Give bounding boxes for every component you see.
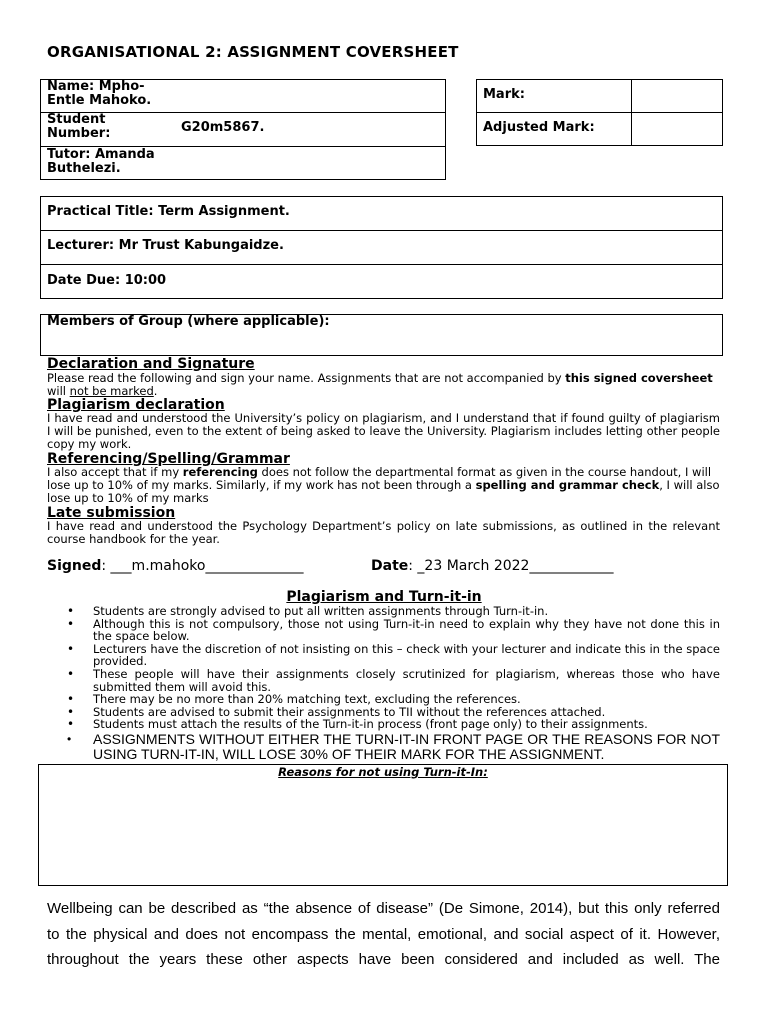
declaration-text xyxy=(47,372,723,398)
turnitin-bullet-list xyxy=(40,605,720,763)
referencing-bold: spelling and grammar check xyxy=(475,478,660,492)
table-divider xyxy=(40,230,723,231)
referencing-text-part: I also accept that if my xyxy=(47,465,183,479)
date-value[interactable]: : _23 March 2022____________ xyxy=(408,558,614,574)
tutor-name: Tutor: Amanda Buthelezi. xyxy=(47,147,155,176)
late-submission-text: I have read and understood the Psychology Department’s policy on late submissions, as outlined in the relevant course handbook for the year. xyxy=(47,519,720,546)
student-number-value: G20m5867. xyxy=(181,120,265,135)
referencing-bold: referencing xyxy=(182,465,258,479)
list-item: • These people will have their assignments closely scrutinized for plagiarism, whereas those who have submitted them will avoid this. xyxy=(40,668,720,693)
essay-line: throughout the years these other aspects have been considered and included as well. The xyxy=(47,951,720,968)
practical-title: Practical Title: Term Assignment. xyxy=(47,204,290,219)
late-submission-heading: Late submission xyxy=(47,505,176,521)
turnitin-heading: Plagiarism and Turn-it-in xyxy=(286,589,482,605)
declaration-text-part: will xyxy=(47,384,70,398)
referencing-heading: Referencing/Spelling/Grammar xyxy=(47,451,290,467)
essay-line: Wellbeing can be described as “the absence of disease” (De Simone, 2014), but this only referred xyxy=(47,900,720,917)
adjusted-mark-field[interactable] xyxy=(632,113,722,145)
reasons-box[interactable] xyxy=(38,764,728,886)
declaration-bold: this signed coversheet xyxy=(565,371,713,385)
declaration-text-part: . xyxy=(153,384,158,398)
mark-label: Mark: xyxy=(483,87,525,102)
referencing-text xyxy=(47,466,723,505)
plagiarism-declaration-text: I have read and understood the University’s policy on plagiarism, and I understand that if found guilty of plagiarism I will be punished, even to the extent of being asked to leave the University. Plagiarism includes letting other people copy my work. xyxy=(47,411,720,451)
list-item: • Lecturers have the discretion of not insisting on this – check with your lecturer and indicate this in the space provided. xyxy=(40,643,720,668)
essay-line: to the physical and does not encompass the mental, emotional, and social aspect of it. However, xyxy=(47,925,720,943)
list-item: • There may be no more than 20% matching text, excluding the references. xyxy=(40,693,720,706)
declaration-text-part: Please read the following and sign your name. Assignments that are not accompanied by xyxy=(47,371,566,385)
list-item: • Students are strongly advised to put all written assignments through Turn-it-in. xyxy=(40,605,720,618)
date-due: Date Due: 10:00 xyxy=(47,273,167,288)
reasons-label: Reasons for not using Turn-it-In: xyxy=(278,765,488,779)
list-item: • Although this is not compulsory, those not using Turn-it-in need to explain why they have not done this in the space below. xyxy=(40,618,720,643)
declaration-heading: Declaration and Signature xyxy=(47,356,255,372)
student-number-label: Student Number: xyxy=(47,112,111,141)
table-divider xyxy=(40,264,723,265)
page-title: ORGANISATIONAL 2: ASSIGNMENT COVERSHEET xyxy=(47,43,459,61)
essay-paragraph xyxy=(47,896,720,973)
list-item: • Students must attach the results of the Turn-it-in process (front page only) to their assignments. xyxy=(40,718,720,731)
student-name: Name: Mpho-Entle Mahoko. xyxy=(47,79,152,108)
lecturer-name: Lecturer: Mr Trust Kabungaidze. xyxy=(47,238,284,253)
date-label: Date xyxy=(371,558,409,574)
list-item: • Students are advised to submit their assignments to TII without the references attached. xyxy=(40,706,720,719)
signed-line xyxy=(47,558,303,574)
date-line xyxy=(371,558,613,574)
warning-item: • ASSIGNMENTS WITHOUT EITHER THE TURN-IT-IN FRONT PAGE OR THE REASONS FOR NOT USING TURN-IT-IN, WILL LOSE 30% OF THEIR MARK FOR THE ASSIGNMENT. xyxy=(40,732,720,763)
referencing-text-part: does not follow the departmental format as given in the course handout, I will lose up to 10% of my marks. Similarly, if my work has not been through a xyxy=(47,465,712,492)
mark-field[interactable] xyxy=(632,80,722,112)
members-label: Members of Group (where applicable): xyxy=(47,314,330,329)
plagiarism-declaration-heading: Plagiarism declaration xyxy=(47,397,225,413)
referencing-text-part: , I will also lose up to 10% of my marks xyxy=(47,478,720,505)
signed-label: Signed xyxy=(47,558,102,574)
adjusted-mark-label: Adjusted Mark: xyxy=(483,120,595,135)
declaration-underlined: not be marked xyxy=(69,384,154,398)
signed-value[interactable]: : ___m.mahoko______________ xyxy=(101,558,304,574)
